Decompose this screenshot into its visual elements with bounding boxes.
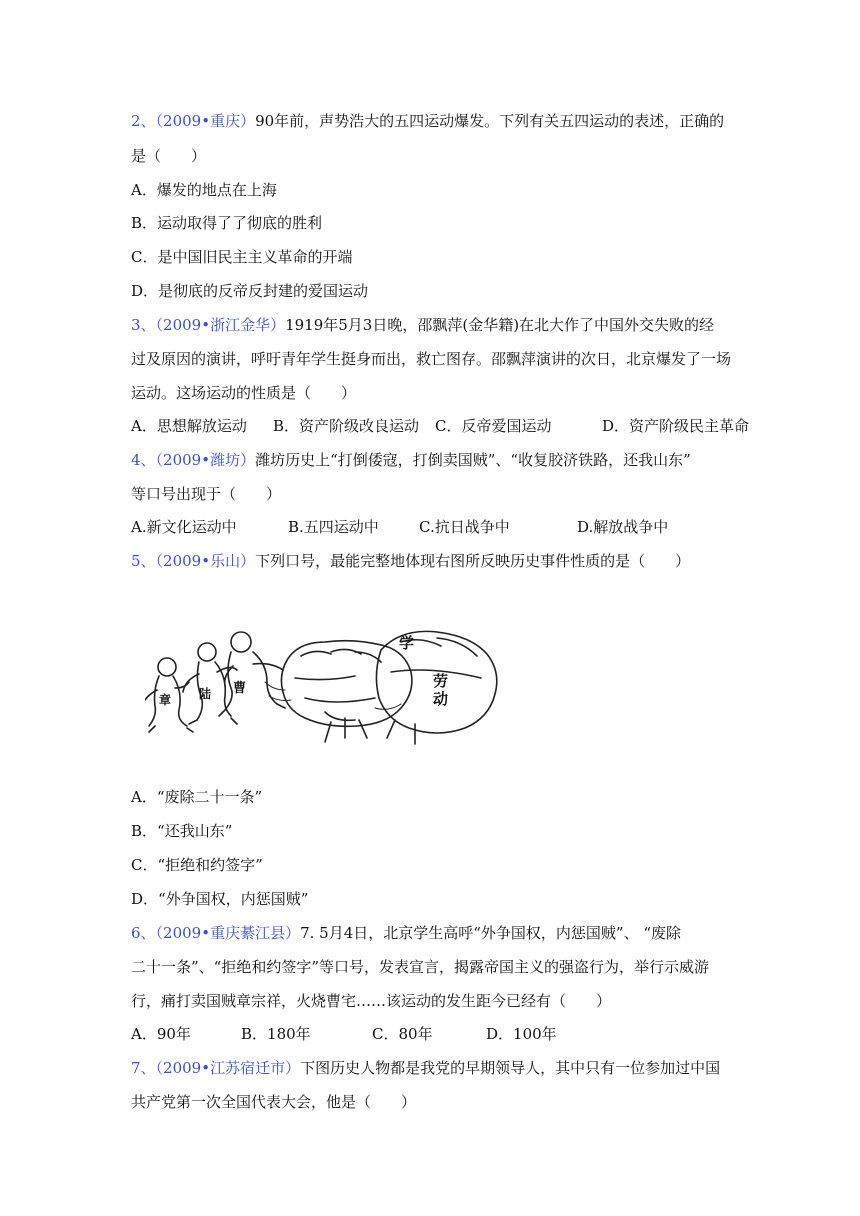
q5-stem-text1: 下列口号，最能完整地体现右图所反映历史事件性质的是（ ）: [255, 552, 691, 570]
q6-options: [131, 1023, 557, 1045]
label-labor-1: 劳: [433, 672, 449, 690]
q5-option-a: A．“废除二十一条”: [131, 788, 263, 806]
q2-number: 2、: [131, 112, 156, 130]
may-fourth-cartoon: [145, 612, 510, 747]
q3-stem-line3: 运动。这场运动的性质是（ ）: [131, 384, 357, 402]
q2-stem-line2: 是（ ）: [131, 147, 207, 165]
q2-option-b: B．运动取得了了彻底的胜利: [131, 214, 323, 232]
q3-option-c: C．反帝爱国运动: [435, 417, 552, 435]
q4-options: [131, 516, 668, 538]
q3-stem-line1: [131, 314, 714, 336]
q3-option-b: B．资产阶级改良运动: [273, 417, 420, 435]
q6-stem-line3: 行，痛打卖国贼章宗祥，火烧曹宅……该运动的发生距今已经有（ ）: [131, 992, 612, 1010]
q7-source: （2009•江苏宿迁市）: [155, 1059, 301, 1077]
q3-options: [131, 415, 749, 437]
q3-source: （2009•浙江金华）: [155, 316, 286, 334]
q7-stem-text1: 下图历史人物都是我党的早期领导人，其中只有一位参加过中国: [300, 1059, 721, 1077]
q7-stem-line2: 共产党第一次全国代表大会，他是（ ）: [131, 1093, 417, 1111]
q7-stem-line1: [131, 1057, 720, 1079]
q4-option-c: C.抗日战争中: [419, 518, 510, 536]
label-cao: 曹: [233, 681, 247, 696]
q5-number: 5、: [131, 552, 156, 570]
q6-option-a: A．90年: [131, 1025, 191, 1043]
q6-stem-line2: 二十一条”、“拒绝和约签字”等口号，发表宣言，揭露帝国主义的强盗行为，举行示威游: [131, 958, 710, 976]
q5-source: （2009•乐山）: [155, 552, 256, 570]
q4-stem-line2: 等口号出现于（ ）: [131, 485, 282, 503]
q2-source: （2009•重庆）: [155, 112, 256, 130]
q6-option-b: B．180年: [241, 1025, 311, 1043]
q4-option-b: B.五四运动中: [288, 518, 379, 536]
q5-option-d: D．“外争国权，内惩国贼”: [131, 890, 309, 908]
q5-stem-line1: [131, 550, 690, 572]
q6-source: （2009•重庆綦江县）: [155, 924, 301, 942]
q2-option-d: D．是彻底的反帝反封建的爱国运动: [131, 282, 369, 300]
q6-number: 6、: [131, 924, 156, 942]
label-lu: 陆: [199, 687, 212, 701]
q4-stem-line1: [131, 449, 691, 471]
q4-number: 4、: [131, 451, 156, 469]
q4-source: （2009•潍坊）: [155, 451, 256, 469]
q4-stem-text1: 潍坊历史上“打倒倭寇，打倒卖国贼”、“收复胶济铁路，还我山东”: [255, 451, 691, 469]
label-labor-2: 动: [433, 690, 449, 708]
label-zhang: 章: [159, 693, 172, 707]
q2-option-a: A．爆发的地点在上海: [131, 181, 277, 199]
q3-option-a: A．思想解放运动: [131, 417, 247, 435]
q2-option-c: C．是中国旧民主主义革命的开端: [131, 248, 353, 266]
q2-stem-text1: 90年前，声势浩大的五四运动爆发。下列有关五四运动的表述，正确的: [255, 112, 725, 130]
q3-stem-line2: 过及原因的演讲，呼吁青年学生挺身而出，救亡图存。邵飘萍演讲的次日，北京爆发了一场: [131, 350, 732, 368]
q5-option-c: C．“拒绝和约签字”: [131, 856, 263, 874]
q6-stem-text1: 7. 5月4日，北京学生高呼“外争国权，内惩国贼”、 “废除: [300, 924, 682, 942]
q6-option-c: C．80年: [372, 1025, 433, 1043]
q3-stem-text1: 1919年5月3日晚，邵飘萍(金华籍)在北大作了中国外交失败的经: [285, 316, 715, 334]
q4-option-a: A.新文化运动中: [131, 518, 237, 536]
q2-stem-line1: [131, 110, 724, 132]
label-student: 学: [399, 634, 415, 652]
q7-number: 7、: [131, 1059, 156, 1077]
q4-option-d: D.解放战争中: [577, 518, 669, 536]
q6-stem-line1: [131, 922, 681, 944]
q6-option-d: D．100年: [486, 1025, 557, 1043]
q3-option-d: D．资产阶级民主革命: [602, 417, 750, 435]
traitor-figure-cao: [219, 632, 285, 716]
q3-number: 3、: [131, 316, 156, 334]
q5-option-b: B．“还我山东”: [131, 822, 233, 840]
